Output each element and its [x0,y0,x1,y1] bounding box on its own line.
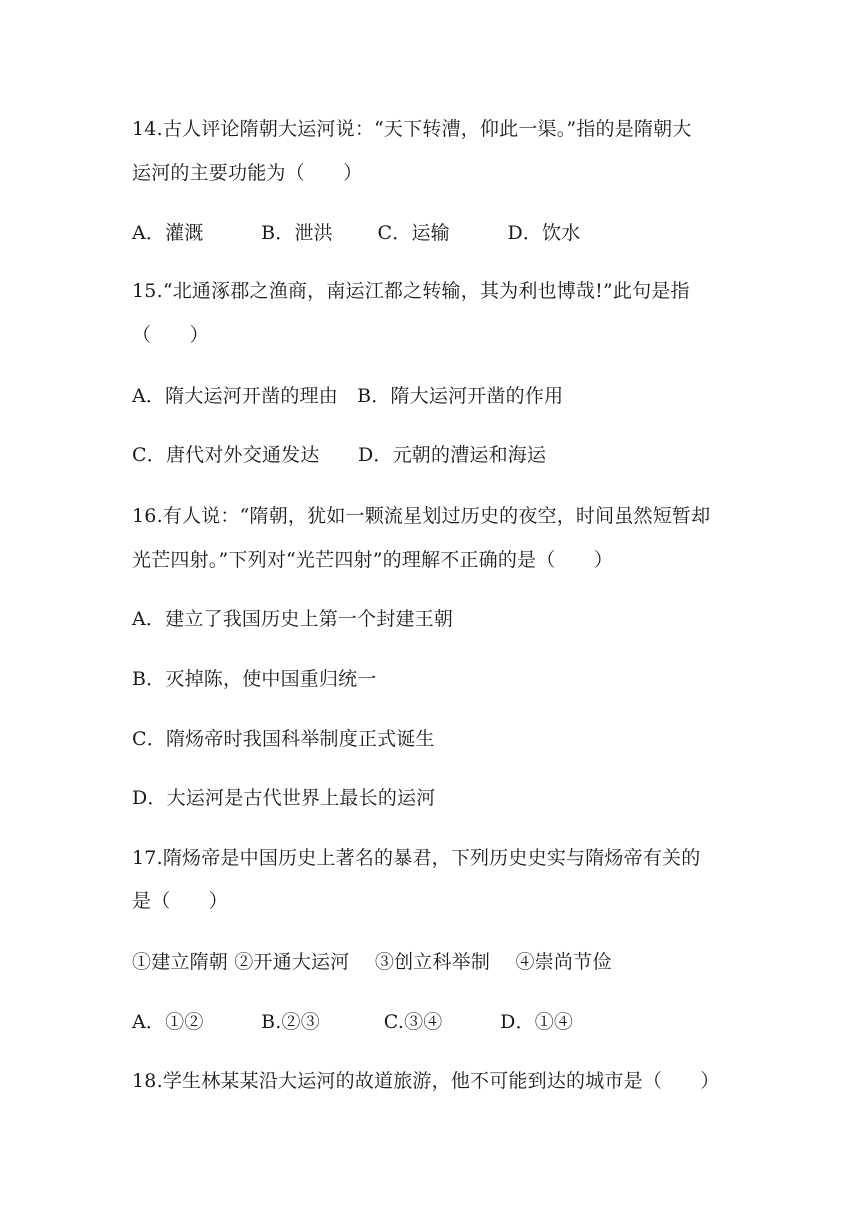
q16-line-1: 16.有人说：“隋朝，犹如一颗流星划过历史的夜空，时间虽然短暂却 [132,505,711,527]
q14-line-2: 运河的主要功能为（ ） [132,162,363,184]
q16-line-2: 光芒四射。”下列对“光芒四射”的理解不正确的是（ ） [132,549,614,571]
q17-line-2: 是（ ） [132,890,229,912]
q14-options: A．灌溉 B．泄洪 C．运输 D．饮水 [132,222,581,244]
q17-line-1: 17.隋炀帝是中国历史上著名的暴君，下列历史史实与隋炀帝有关的 [132,847,701,869]
q15-line-1: 15.“北通涿郡之渔商，南运江都之转输，其为利也博哉!”此句是指 [132,280,690,302]
q16-option-d: D．大运河是古代世界上最长的运河 [132,787,436,809]
q15-line-2: （ ） [132,324,209,346]
q16-option-c: C．隋炀帝时我国科举制度正式诞生 [132,728,435,750]
q17-options: A．①② B.②③ C.③④ D．①④ [132,1011,574,1033]
q18-line-1: 18.学生林某某沿大运河的故道旅游，他不可能到达的城市是（ ） [132,1070,720,1092]
q16-option-b: B．灭掉陈，使中国重归统一 [132,668,377,690]
q16-option-a: A．建立了我国历史上第一个封建王朝 [132,608,454,630]
q15-options-ab: A．隋大运河开凿的理由 B．隋大运河开凿的作用 [132,385,564,407]
q17-statements: ①建立隋朝 ②开通大运河 ③创立科举制 ④崇尚节俭 [132,951,612,973]
q15-options-cd: C．唐代对外交通发达 D．元朝的漕运和海运 [132,444,547,466]
q14-line-1: 14.古人评论隋朝大运河说：“天下转漕，仰此一渠。”指的是隋朝大 [132,118,692,140]
